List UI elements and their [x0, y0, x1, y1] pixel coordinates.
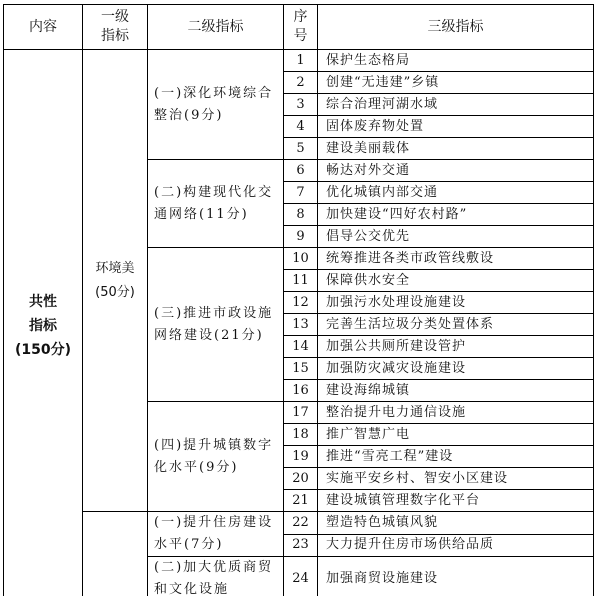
seq-cell: 10 [284, 248, 318, 270]
indicator-cell: 综合治理河湖水域 [318, 94, 594, 116]
indicator-cell: 创建“无违建”乡镇 [318, 72, 594, 94]
indicator-cell: 统筹推进各类市政管线敷设 [318, 248, 594, 270]
seq-cell: 11 [284, 270, 318, 292]
indicator-cell: 优化城镇内部交通 [318, 182, 594, 204]
seq-cell: 4 [284, 116, 318, 138]
level2-cell: (四)提升城镇数字化水平(9分) [148, 402, 284, 512]
indicator-cell: 倡导公交优先 [318, 226, 594, 248]
indicator-cell: 加强商贸设施建设 [318, 557, 594, 596]
seq-cell: 16 [284, 380, 318, 402]
seq-cell: 1 [284, 50, 318, 72]
level2-cell: (二)加大优质商贸和文化设施 [148, 557, 284, 596]
indicator-cell: 固体废弃物处置 [318, 116, 594, 138]
category-line2: 指标 [29, 317, 57, 334]
header-content: 内容 [4, 5, 83, 50]
indicator-cell: 大力提升住房市场供给品质 [318, 534, 594, 557]
level2-cell: (一)深化环境综合整治(9分) [148, 50, 284, 160]
seq-cell: 20 [284, 468, 318, 490]
seq-cell: 13 [284, 314, 318, 336]
category-cell [4, 50, 83, 596]
seq-cell: 9 [284, 226, 318, 248]
seq-cell: 6 [284, 160, 318, 182]
seq-cell: 15 [284, 358, 318, 380]
seq-cell: 19 [284, 446, 318, 468]
header-level1 [83, 5, 148, 50]
header-level1-line2: 指标 [101, 28, 129, 44]
header-row [4, 5, 594, 50]
level2-cell: (二)构建现代化交通网络(11分) [148, 160, 284, 248]
seq-cell: 14 [284, 336, 318, 358]
header-seq-line2: 号 [293, 28, 308, 44]
indicator-cell: 建设美丽载体 [318, 138, 594, 160]
level1-next-cell [83, 512, 148, 596]
header-level2: 二级指标 [148, 5, 284, 50]
level2-cell: (三)推进市政设施网络建设(21分) [148, 248, 284, 402]
indicator-cell: 塑造特色城镇风貌 [318, 512, 594, 535]
indicator-table [3, 4, 594, 596]
indicator-cell: 畅达对外交通 [318, 160, 594, 182]
seq-cell: 21 [284, 490, 318, 512]
indicator-cell: 完善生活垃圾分类处置体系 [318, 314, 594, 336]
indicator-cell: 建设城镇管理数字化平台 [318, 490, 594, 512]
seq-cell: 12 [284, 292, 318, 314]
level1-env-cell [83, 50, 148, 512]
header-seq [284, 5, 318, 50]
seq-cell: 3 [284, 94, 318, 116]
indicator-cell: 加强公共厕所建设管护 [318, 336, 594, 358]
seq-cell: 8 [284, 204, 318, 226]
seq-cell: 7 [284, 182, 318, 204]
header-level1-line1: 一级 [101, 9, 129, 25]
level1-env-line2: (50分) [95, 284, 135, 300]
seq-cell: 2 [284, 72, 318, 94]
seq-cell: 5 [284, 138, 318, 160]
indicator-cell: 推广智慧广电 [318, 424, 594, 446]
category-line3: (150分) [14, 341, 72, 358]
seq-cell: 18 [284, 424, 318, 446]
seq-cell: 22 [284, 512, 318, 535]
level1-env-line1: 环境美 [95, 260, 135, 276]
indicator-cell: 保护生态格局 [318, 50, 594, 72]
indicator-cell: 建设海绵城镇 [318, 380, 594, 402]
indicator-cell: 加强防灾减灾设施建设 [318, 358, 594, 380]
header-level3: 三级指标 [318, 5, 594, 50]
seq-cell: 24 [284, 557, 318, 596]
indicator-cell: 实施平安乡村、智安小区建设 [318, 468, 594, 490]
indicator-cell: 加强污水处理设施建设 [318, 292, 594, 314]
seq-cell: 23 [284, 534, 318, 557]
indicator-cell: 整治提升电力通信设施 [318, 402, 594, 424]
level2-cell: (一)提升住房建设水平(7分) [148, 512, 284, 557]
indicator-cell: 加快建设“四好农村路” [318, 204, 594, 226]
header-seq-line1: 序 [293, 9, 308, 25]
table-row [4, 50, 594, 72]
category-line1: 共性 [29, 293, 57, 310]
indicator-cell: 推进“雪亮工程”建设 [318, 446, 594, 468]
indicator-cell: 保障供水安全 [318, 270, 594, 292]
table-row [4, 512, 594, 535]
seq-cell: 17 [284, 402, 318, 424]
